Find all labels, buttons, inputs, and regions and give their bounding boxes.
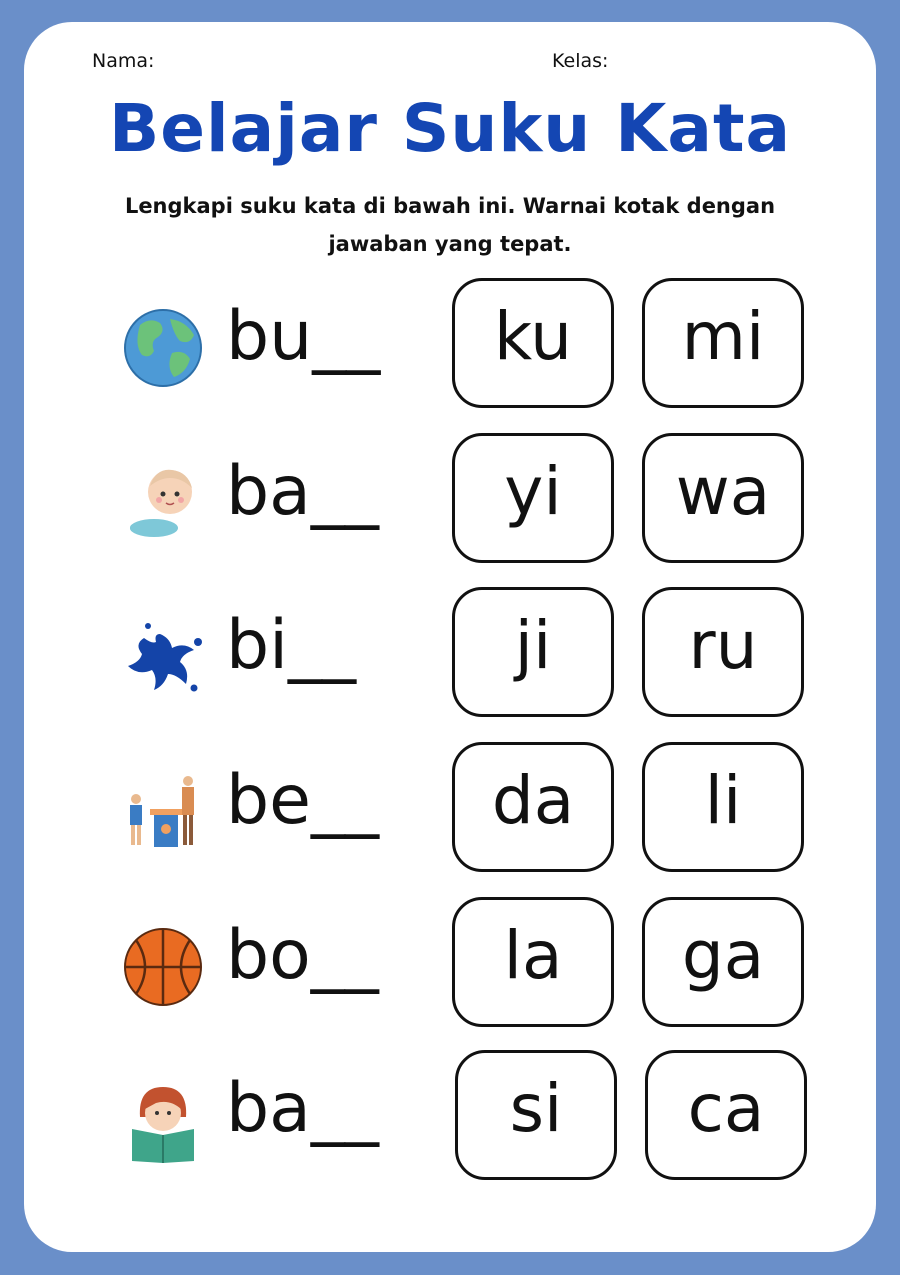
page-title: Belajar Suku Kata [108,90,792,167]
syllable-word: ba__ [226,1069,379,1148]
shopping-stall-icon [120,769,206,855]
earth-icon [120,305,206,391]
nama-label: Nama: [92,50,155,72]
syllable-word: bi__ [226,606,357,685]
answer-option[interactable]: ga [642,897,804,1027]
answer-option[interactable]: ca [645,1050,807,1180]
answer-option[interactable]: mi [642,278,804,408]
instruction-line-1: Lengkapi suku kata di bawah ini. Warnai kotak dengan [124,194,776,218]
exercise-row [0,742,900,876]
exercise-row [0,433,900,567]
exercise-row [0,587,900,721]
syllable-word: be__ [226,761,379,840]
exercise-row [0,897,900,1031]
answer-option[interactable]: yi [452,433,614,563]
answer-option[interactable]: ru [642,587,804,717]
exercise-row [0,1050,900,1184]
answer-option[interactable]: si [455,1050,617,1180]
answer-option[interactable]: la [452,897,614,1027]
blue-paint-splash-icon [120,614,206,700]
exercise-row [0,278,900,412]
instruction-line-2: jawaban yang tepat. [328,232,572,256]
syllable-word: bu__ [226,297,381,376]
baby-icon [120,460,206,546]
answer-option[interactable]: ji [452,587,614,717]
basketball-icon [120,924,206,1010]
answer-option[interactable]: li [642,742,804,872]
answer-option[interactable]: ku [452,278,614,408]
syllable-word: ba__ [226,452,379,531]
girl-reading-book-icon [120,1077,206,1163]
syllable-word: bo__ [226,916,379,995]
answer-option[interactable]: wa [642,433,804,563]
instruction-text [120,187,780,263]
answer-option[interactable]: da [452,742,614,872]
kelas-label: Kelas: [552,50,609,72]
